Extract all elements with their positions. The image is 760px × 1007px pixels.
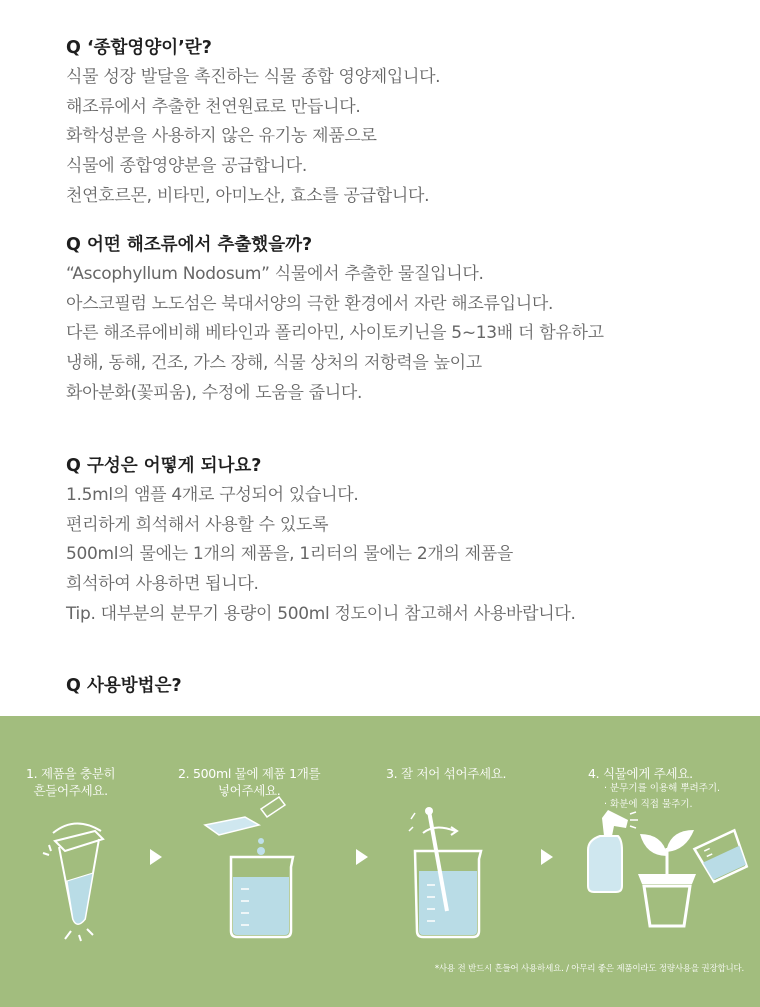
- faq-answer-line: 해조류에서 추출한 천연원료로 만듭니다.: [66, 96, 361, 117]
- faq-answer-line: 아스코필럼 노도섬은 북대서양의 극한 환경에서 자란 해조류입니다.: [66, 293, 554, 314]
- step-3-label: [386, 765, 506, 782]
- step-4-label-line1: 4. 식물에게 주세요.: [588, 766, 693, 781]
- faq-answer-line: Tip. 대부분의 분무기 용량이 500ml 정도이니 참고해서 사용바랍니다.: [66, 603, 576, 624]
- faq-composition: [66, 452, 746, 630]
- faq-answer-line: 다른 해조류에비해 베타인과 폴리아민, 사이토키닌을 5~13배 더 함유하고: [66, 323, 604, 344]
- ampoule-shake-icon: [35, 811, 125, 941]
- faq-question: Q 사용방법은?: [66, 676, 182, 696]
- faq-question: Q ‘종합영양이’란?: [66, 38, 212, 58]
- beaker-stir-icon: [405, 801, 495, 941]
- arrow-right-icon: [356, 849, 368, 865]
- arrow-right-icon: [541, 849, 553, 865]
- faq-answer-line: 희석하여 사용하면 됩니다.: [66, 574, 259, 595]
- faq-answer-line: 식물 성장 발달을 촉진하는 식물 종합 영양제입니다.: [66, 67, 441, 87]
- step-1-label-line1: 1. 제품을 충분히: [26, 766, 116, 781]
- faq-question: Q 구성은 어떻게 되나요?: [66, 456, 262, 476]
- beaker-pour-icon: [205, 791, 315, 941]
- faq-answer-line: 식물에 종합영양분을 공급합니다.: [66, 156, 308, 177]
- faq-seaweed-source: [66, 231, 746, 409]
- faq-answer-line: 천연호르몬, 비타민, 아미노산, 효소를 공급합니다.: [66, 185, 430, 206]
- step-4-sub-spray: · 분무기를 이용해 뿌려주기.: [604, 783, 721, 794]
- faq-question: Q 어떤 해조류에서 추출했을까?: [66, 235, 313, 255]
- faq-answer-line: 편리하게 희석해서 사용할 수 있도록: [66, 514, 329, 535]
- faq-answer-line: 500ml의 물에는 1개의 제품을, 1리터의 물에는 2개의 제품을: [66, 544, 514, 565]
- step-4-sub-pot: · 화분에 직접 물주기.: [604, 799, 693, 810]
- arrow-right-icon: [150, 849, 162, 865]
- step-1-label: [26, 765, 115, 799]
- watering-cup-icon: [694, 828, 750, 884]
- faq-answer-line: 화학성분을 사용하지 않은 유기농 제품으로: [66, 126, 377, 147]
- faq-how-to-use: [66, 672, 746, 701]
- step-2-label-line1: 2. 500ml 물에 제품 1개를: [178, 766, 321, 781]
- faq-what-is: [66, 34, 746, 212]
- potted-plant-icon: [636, 826, 698, 928]
- step-1-label-line2: 흔들어주세요.: [33, 783, 108, 798]
- step-2-label-line2: 넣어주세요.: [217, 783, 281, 798]
- step-3-label-line1: 3. 잘 저어 섞어주세요.: [386, 766, 507, 781]
- faq-answer-line: 화아분화(꽃피움), 수정에 도움을 줍니다.: [66, 382, 363, 403]
- step-4-label: [588, 765, 693, 782]
- faq-answer-line: 냉해, 동해, 건조, 가스 장해, 식물 상처의 저항력을 높이고: [66, 353, 482, 374]
- faq-answer-line: 1.5ml의 앰플 4개로 구성되어 있습니다.: [66, 485, 359, 505]
- spray-bottle-icon: [578, 806, 638, 896]
- usage-note: *사용 전 반드시 흔들어 사용하세요. / 아무리 좋은 제품이라도 정량사용을 권장합니다.: [434, 964, 744, 974]
- faq-answer-line: “Ascophyllum Nodosum” 식물에서 추출한 물질입니다.: [66, 264, 484, 284]
- usage-steps-panel: [0, 716, 760, 1007]
